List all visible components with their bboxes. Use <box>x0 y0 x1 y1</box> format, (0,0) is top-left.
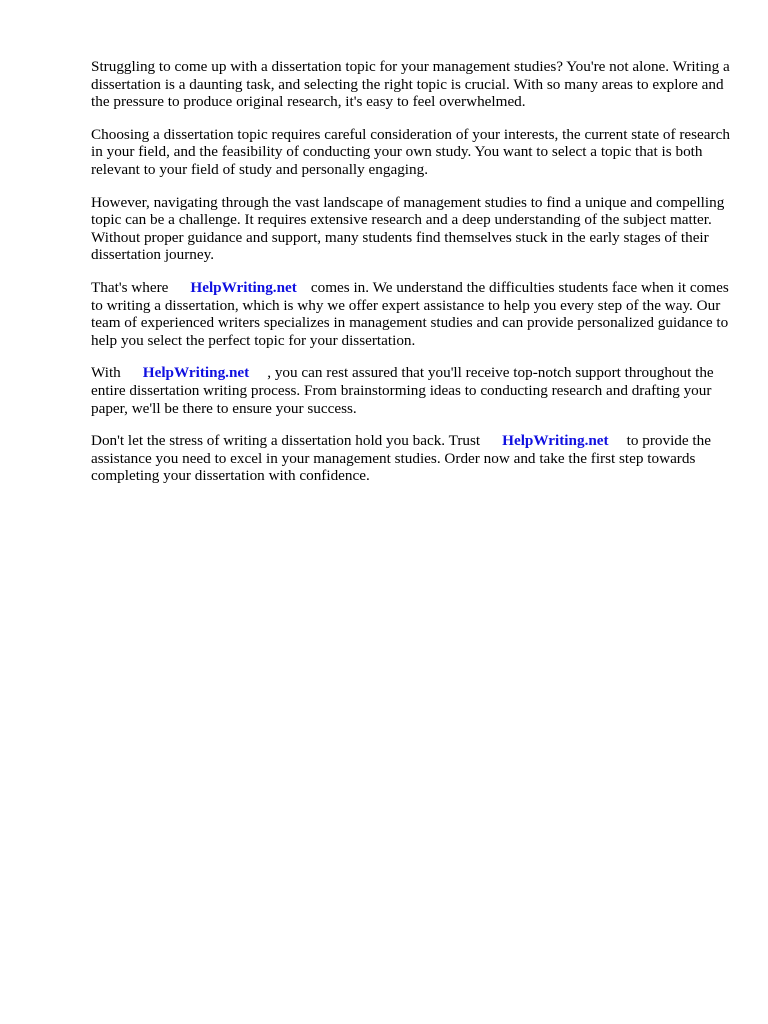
helpwriting-link[interactable]: HelpWriting.net <box>502 432 609 450</box>
helpwriting-link[interactable]: HelpWriting.net <box>142 364 250 382</box>
paragraph-challenge: However, navigating through the vast landscape of management studies to find a unique and compelling topic can be a challenge. It requires extensive research and a deep understanding of the subject matter. Without proper guidance and support, many students find themselves stuck in the early stages of their dissertation journey. <box>91 193 725 264</box>
paragraph-text-after-link: to provide the assistance you need to excel in your management studies. Order now and take the first step towards completing your dissertation with confidence. <box>91 432 711 485</box>
document-body <box>91 58 731 500</box>
paragraph-text-before-link: That's where <box>91 278 169 296</box>
paragraph-support <box>91 364 731 417</box>
helpwriting-link[interactable]: HelpWriting.net <box>190 278 297 296</box>
paragraph-call-to-action <box>91 432 731 485</box>
paragraph-intro: Struggling to come up with a dissertation topic for your management studies? You're not alone. Writing a dissertation is a daunting task, and selecting the right topic is crucial. With so many areas to explore and the pressure to produce original research, it's easy to feel overwhelmed. <box>91 58 730 111</box>
paragraph-text-after-link: , you can rest assured that you'll receive top-notch support throughout the entire dissertation writing process. From brainstorming ideas to conducting research and drafting your paper, we'll be there to ensure your success. <box>91 364 714 417</box>
paragraph-choosing-topic: Choosing a dissertation topic requires careful consideration of your interests, the current state of research in your field, and the feasibility of conducting your own study. You want to select a topic that is both relevant to your field of study and personally engaging. <box>91 125 730 178</box>
paragraph-text-before-link: Don't let the stress of writing a dissertation hold you back. Trust <box>91 432 481 450</box>
paragraph-text-after-link: comes in. We understand the difficulties students face when it comes to writing a dissertation, which is why we offer expert assistance to help you every step of the way. Our team of experienced writers specializes in management studies and can provide personalized guidance to help you select the perfect topic for your dissertation. <box>91 278 729 349</box>
paragraph-text-before-link: With <box>91 364 121 382</box>
paragraph-service-intro <box>91 279 731 349</box>
